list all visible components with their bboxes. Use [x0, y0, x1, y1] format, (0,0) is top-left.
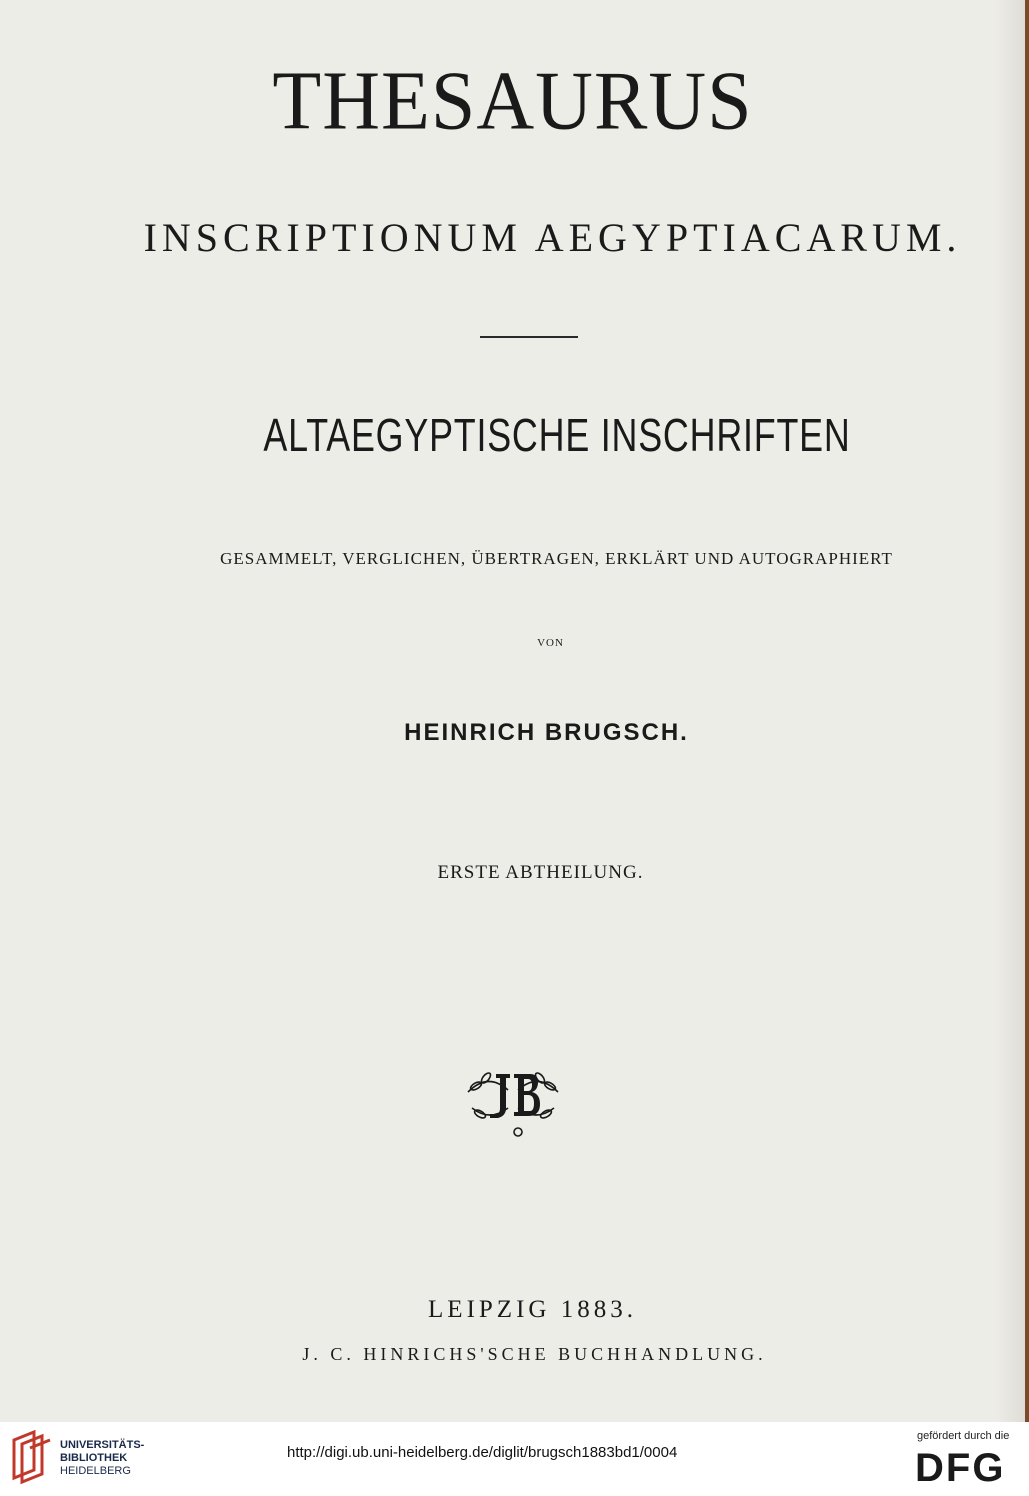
- footer-bar: [0, 1422, 1029, 1496]
- funding-note: gefördert durch die: [917, 1430, 1010, 1442]
- library-line3: HEIDELBERG: [60, 1465, 131, 1477]
- monogram-ornament-icon: [458, 1052, 568, 1144]
- part-label: ERSTE ABTHEILUNG.: [437, 862, 644, 883]
- place-year: LEIPZIG 1883.: [428, 1296, 637, 1323]
- library-logo-icon: [8, 1430, 56, 1486]
- book-subtitle: INSCRIPTIONUM AEGYPTIACARUM.: [143, 215, 962, 260]
- library-line1: UNIVERSITÄTS-: [60, 1439, 145, 1451]
- german-title: ALTAEGYPTISCHE INSCHRIFTEN: [263, 409, 851, 461]
- divider-rule: [480, 336, 578, 338]
- publisher: J. C. HINRICHS'SCHE BUCHHANDLUNG.: [302, 1344, 767, 1364]
- book-title: THESAURUS: [272, 54, 753, 148]
- permalink-url[interactable]: http://digi.ub.uni-heidelberg.de/diglit/brugsch1883bd1/0004: [287, 1444, 678, 1461]
- description: GESAMMELT, VERGLICHEN, ÜBERTRAGEN, ERKLÄRT UND AUTOGRAPHIERT: [220, 549, 893, 568]
- dfg-logo: DFG: [915, 1446, 1006, 1490]
- library-name: [60, 1439, 144, 1478]
- by-label: VON: [537, 637, 564, 649]
- library-line2: BIBLIOTHEK: [60, 1452, 128, 1464]
- author-name: HEINRICH BRUGSCH.: [404, 719, 689, 746]
